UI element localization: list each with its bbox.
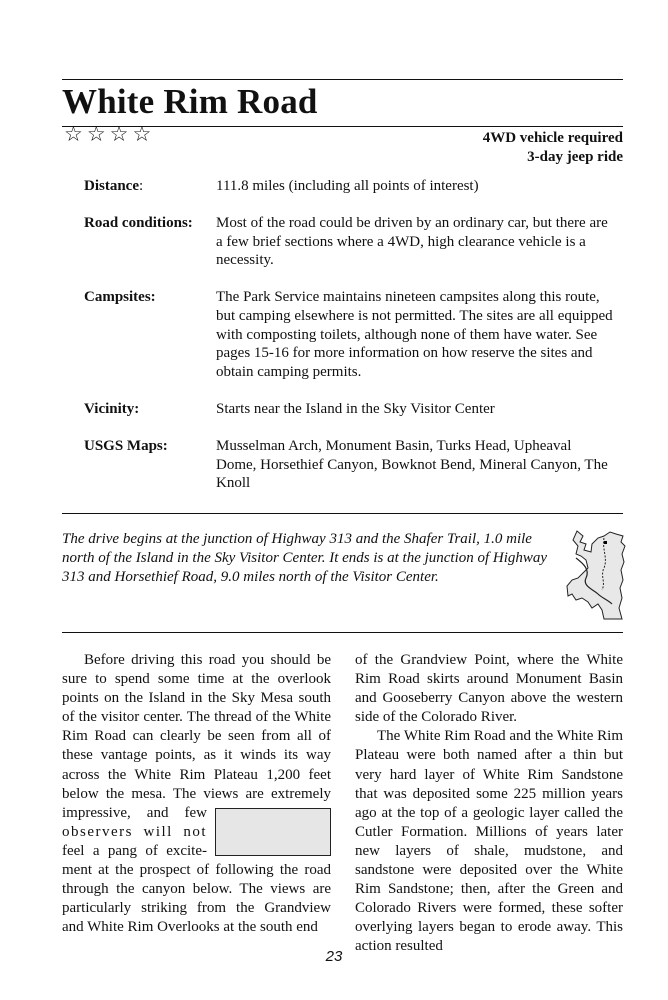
stat-usgs-maps [84, 437, 614, 493]
trip-duration: 3-day jeep ride [527, 149, 623, 165]
body-text: Before driving this road you should be sure to spend some time at the overlook points on the Island in the Sky Mesa south of the visitor center. The thread of the White Rim Road can clearly be seen from all of these vantage points, as it winds its way across the White Rim Plateau 1,200 feet below the mesa. The views are extremely [62, 652, 331, 802]
stat-value: Starts near the Island in the Sky Visitor Center [216, 400, 495, 417]
page-number: 23 [325, 948, 343, 965]
map-outline [567, 531, 625, 619]
vehicle-requirement: 4WD vehicle required [482, 130, 623, 146]
intro-top-rule [62, 513, 623, 514]
stat-label: Road conditions: [84, 215, 193, 232]
stat-label: Campsites: [84, 289, 156, 306]
body-text: ment at the prospect of following the road through the canyon below. The views are particularly striking from the Grandview and White Rim Overlooks at the south end [62, 862, 331, 936]
stat-distance [84, 177, 614, 196]
body-text: impressive, and few [62, 804, 207, 821]
stat-vicinity [84, 400, 614, 419]
body-column-left [62, 651, 331, 937]
stat-label: USGS Maps: [84, 437, 168, 454]
intro-bottom-rule [62, 632, 623, 633]
body-text: observers will not [62, 823, 207, 840]
route-intro: The drive begins at the junction of Highway 313 and the Shafer Trail, 1.0 mile north of the Island in the Sky Visitor Center. It ends is at the junction of Highway 313 and Horsethief Road, 9.0 miles north of the Visitor Center. [62, 531, 548, 585]
stat-road-conditions [84, 214, 614, 270]
photo-placeholder [215, 808, 331, 856]
map-location-marker [604, 541, 607, 544]
body-paragraph: The White Rim Road and the White Rim Plateau were both named after a thin but very hard layer of White Rim Sandstone that was deposited some 225 million years ago at the top of a geologic layer called the Cutler Formation. Millions of years later new layers of shale, mudstone, and sandstone were deposited over the White Rim Sandstone; then, after the Green and Colorado Rivers were formed, these softer overlying layers began to erode away. This action resulted [355, 728, 623, 955]
locator-map-icon [564, 528, 626, 620]
stat-value: Musselman Arch, Monument Basin, Turks Head, Upheaval Dome, Horsethief Canyon, Bowknot Bend, Mineral Canyon, The Knoll [216, 437, 608, 492]
body-column-right [355, 651, 623, 957]
requirements [483, 129, 623, 167]
trip-stats [84, 177, 614, 511]
stat-label: Vicinity: [84, 400, 140, 417]
stat-value: Most of the road could be driven by an ordinary car, but there are a few brief sections where a 4WD, high clearance vehicle is a necessity. [216, 215, 608, 269]
top-rule [62, 79, 623, 80]
body-text: feel a pang of excite- [62, 842, 207, 859]
stat-label-colon: : [139, 178, 144, 194]
stat-value: 111.8 miles (including all points of interest) [216, 178, 479, 194]
stat-value: The Park Service maintains nineteen campsites along this route, but camping elsewhere is not permitted. The sites are all equipped with composting toilets, although none of them have water. See pages 15-16 for more information on how reserve the sites and obtain camping permits. [216, 289, 613, 380]
rating-stars: ☆☆☆☆ [64, 122, 156, 146]
page-title: White Rim Road [62, 82, 318, 121]
body-paragraph: of the Grandview Point, where the White Rim Road skirts around Monument Basin and Gooseberry Canyon above the western side of the Colorado River. [355, 652, 623, 726]
stat-campsites [84, 288, 614, 381]
stat-label: Distance [84, 178, 139, 194]
